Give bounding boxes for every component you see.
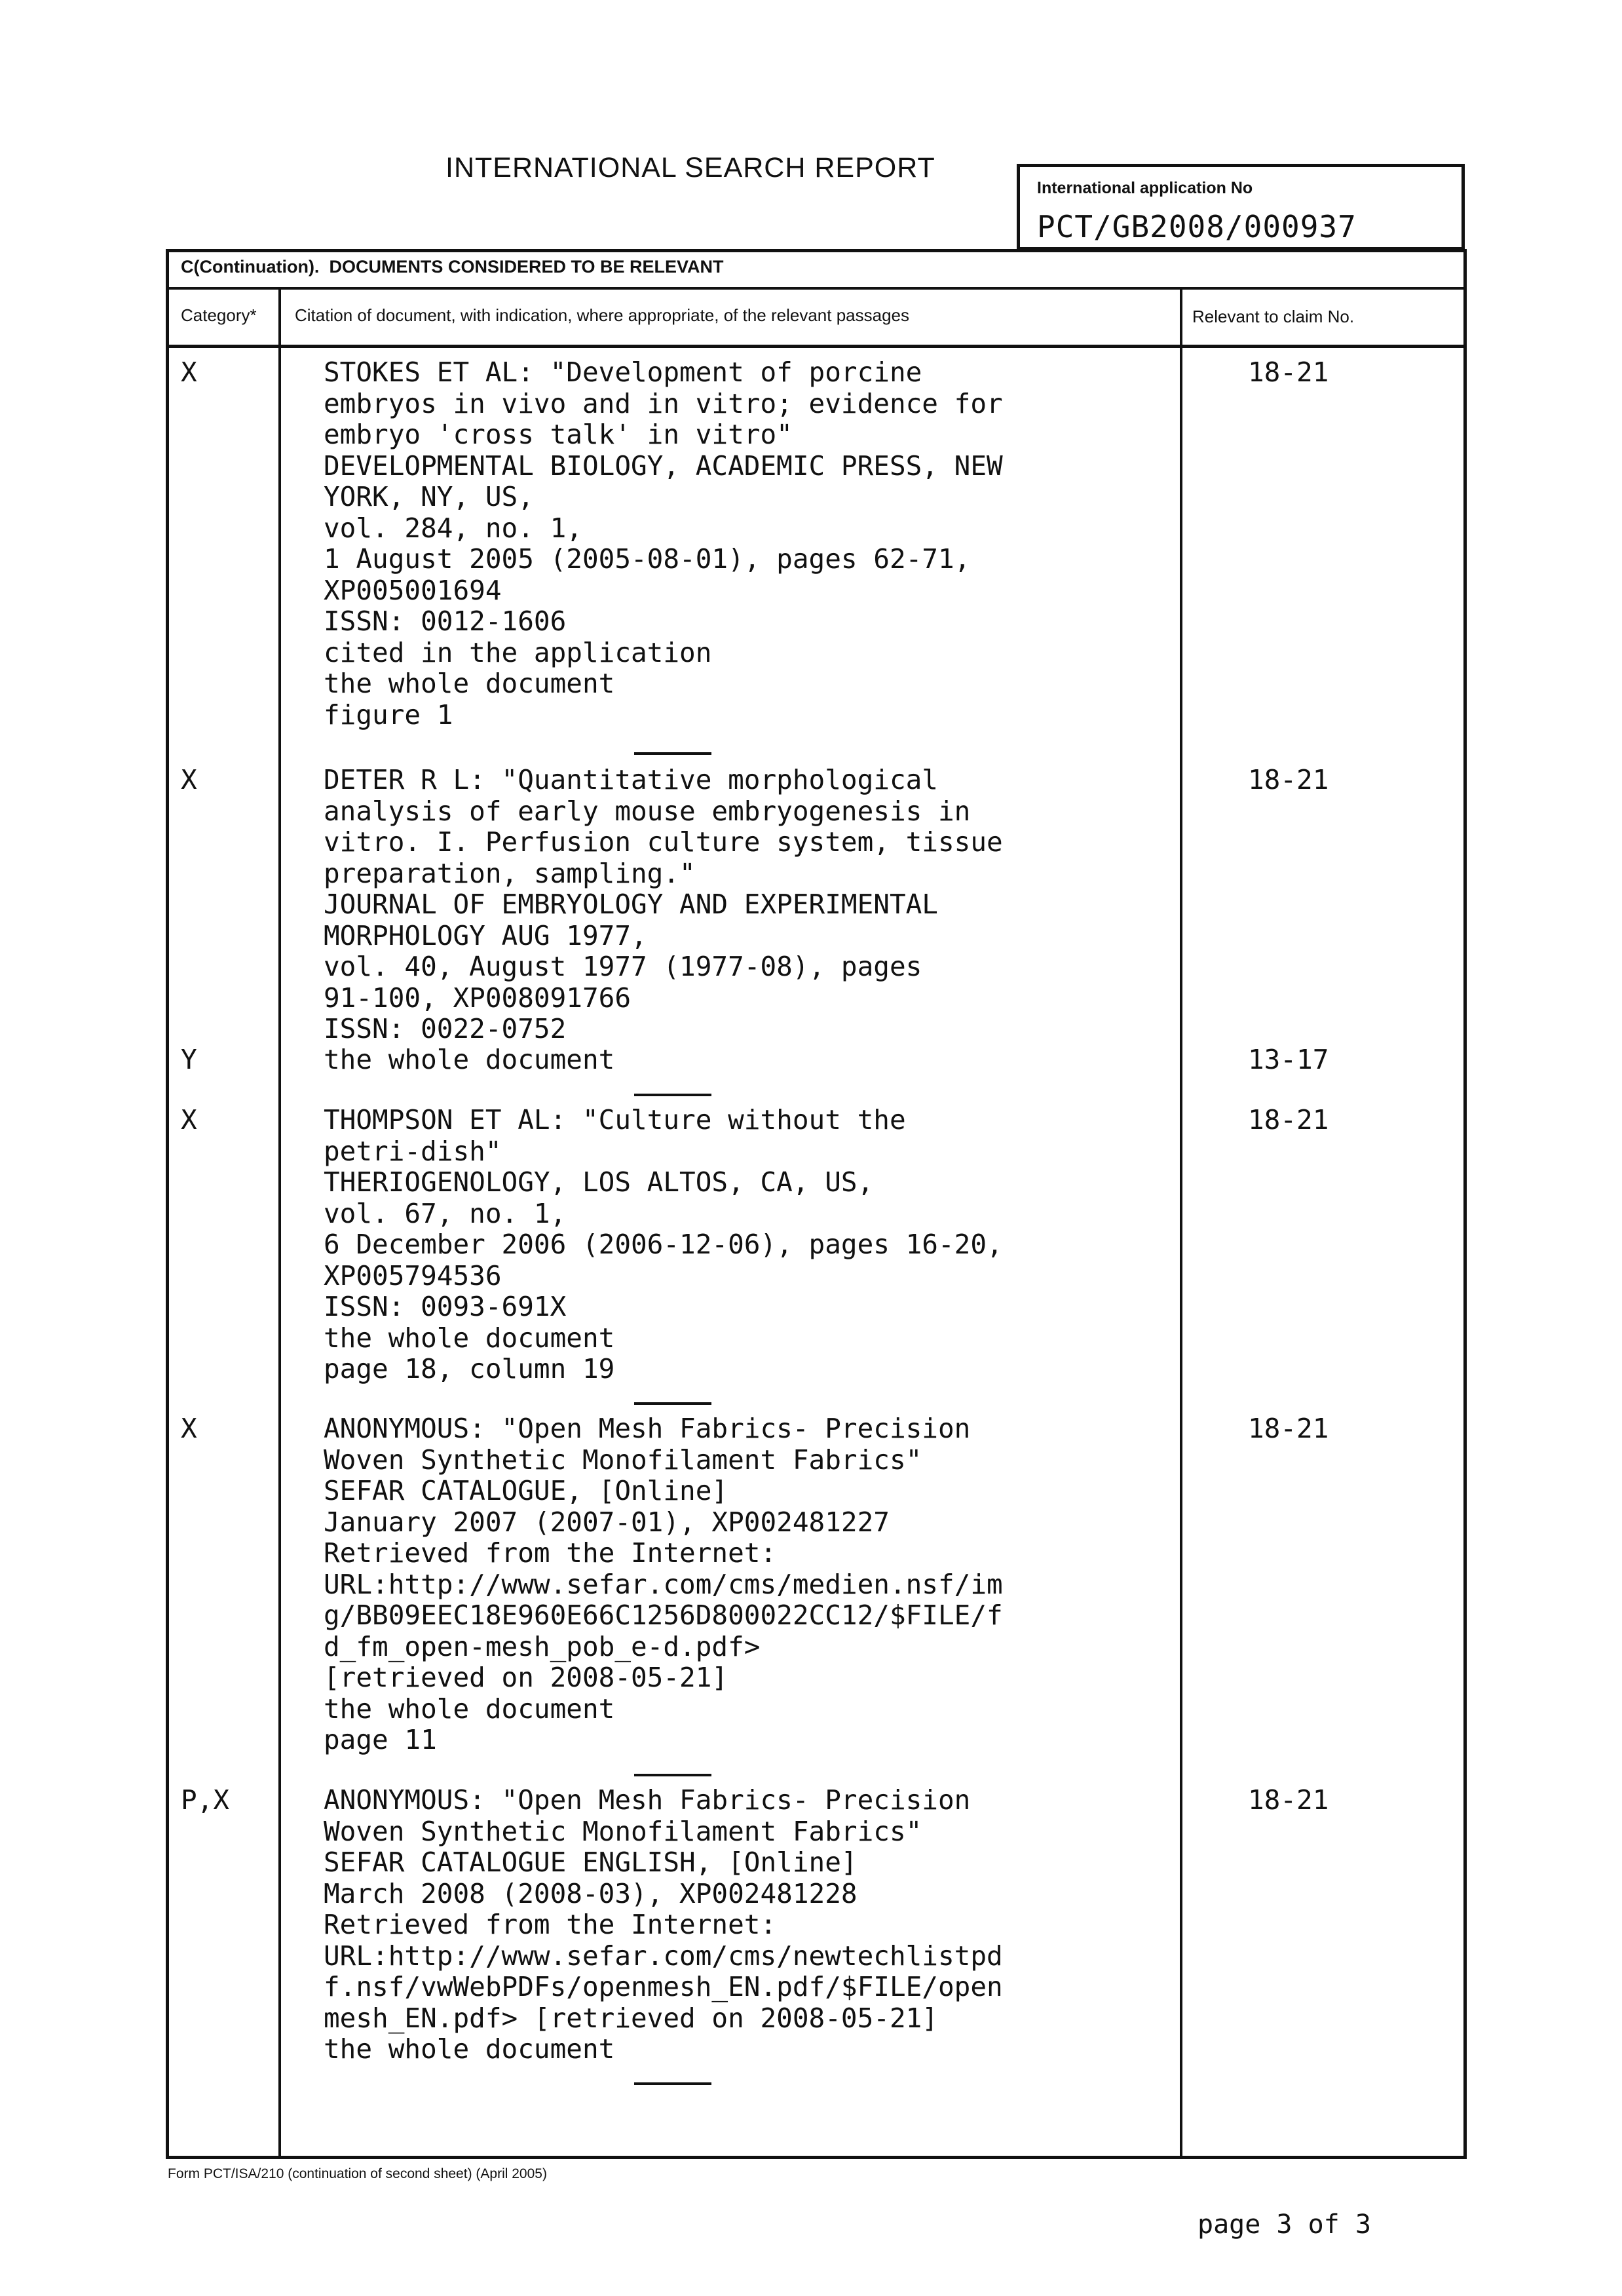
- entry-separator: [634, 2082, 711, 2085]
- report-title: INTERNATIONAL SEARCH REPORT: [445, 152, 935, 183]
- entry-category: Y: [181, 1044, 197, 1075]
- entry-relevant-claims: 18-21: [1248, 356, 1329, 388]
- entry-citation: ANONYMOUS: "Open Mesh Fabrics- Precision Woven Synthetic Monofilament Fabrics" SEFAR CATALOGUE ENGLISH, [Online] March 2008 (2008-03), XP002481228 Retrieved from the Internet: URL:http://www.sefar.com/cms/newtechlistpd f.nsf/vwWebPDFs/openmesh_EN.pdf/$FILE/open mesh_EN.pdf> [retrieved on 2008-05-21] the whole document: [324, 1784, 1003, 2065]
- form-identifier: Form PCT/ISA/210 (continuation of second sheet) (April 2005): [168, 2166, 547, 2181]
- entry-category: X: [181, 764, 197, 795]
- column-header-relevant: Relevant to claim No.: [1192, 307, 1355, 326]
- entry-separator: [634, 752, 711, 755]
- entry-separator: [634, 1094, 711, 1096]
- column-header-citation: Citation of document, with indication, where appropriate, of the relevant passages: [295, 305, 909, 325]
- entry-relevant-claims: 18-21: [1248, 1413, 1329, 1444]
- entry-category: X: [181, 356, 197, 388]
- entry-category: P,X: [181, 1784, 230, 1816]
- page-number: page 3 of 3: [1198, 2210, 1371, 2240]
- entry-relevant-claims: 13-17: [1248, 1044, 1329, 1075]
- entry-citation: STOKES ET AL: "Development of porcine embryos in vivo and in vitro; evidence for embryo 'cross talk' in vitro" DEVELOPMENTAL BIOLOGY, ACADEMIC PRESS, NEW YORK, NY, US, vol. 284, no. 1, 1 August 2005 (2005-08-01), pages 62-71, XP005001694 ISSN: 0012-1606 cited in the application the whole document figure 1: [324, 356, 1003, 731]
- entry-relevant-claims: 18-21: [1248, 764, 1329, 795]
- entry-relevant-claims: 18-21: [1248, 1784, 1329, 1816]
- application-label: International application No: [1037, 179, 1253, 197]
- entry-citation: THOMPSON ET AL: "Culture without the petri-dish" THERIOGENOLOGY, LOS ALTOS, CA, US, vol. 67, no. 1, 6 December 2006 (2006-12-06), pages 16-20, XP005794536 ISSN: 0093-691X the whole document page 18, column 19: [324, 1104, 1003, 1385]
- entry-citation: DETER R L: "Quantitative morphological analysis of early mouse embryogenesis in vitro. I. Perfusion culture system, tissue preparation, sampling." JOURNAL OF EMBRYOLOGY AND EXPERIMENTAL MORPHOLOGY AUG 1977, vol. 40, August 1977 (1977-08), pages 91-100, XP008091766 ISSN: 0022-0752: [324, 764, 1003, 1044]
- entry-citation: ANONYMOUS: "Open Mesh Fabrics- Precision Woven Synthetic Monofilament Fabrics" SEFAR CATALOGUE, [Online] January 2007 (2007-01), XP002481227 Retrieved from the Internet: URL:http://www.sefar.com/cms/medien.nsf/im g/BB09EEC18E960E66C1256D800022CC12/$FILE/f d_fm_open-mesh_pob_e-d.pdf> [retrieved on 2008-05-21] the whole document page 11: [324, 1413, 1003, 1755]
- entry-category: X: [181, 1104, 197, 1136]
- continuation-label: C(Continuation). DOCUMENTS CONSIDERED TO BE RELEVANT: [181, 257, 724, 277]
- entry-category: X: [181, 1413, 197, 1444]
- entry-separator: [634, 1774, 711, 1776]
- application-number: PCT/GB2008/000937: [1037, 209, 1357, 244]
- application-number-box: [1017, 164, 1465, 250]
- column-header-category: Category*: [181, 305, 257, 325]
- entry-citation: the whole document: [324, 1044, 615, 1075]
- entry-relevant-claims: 18-21: [1248, 1104, 1329, 1136]
- entry-separator: [634, 1402, 711, 1405]
